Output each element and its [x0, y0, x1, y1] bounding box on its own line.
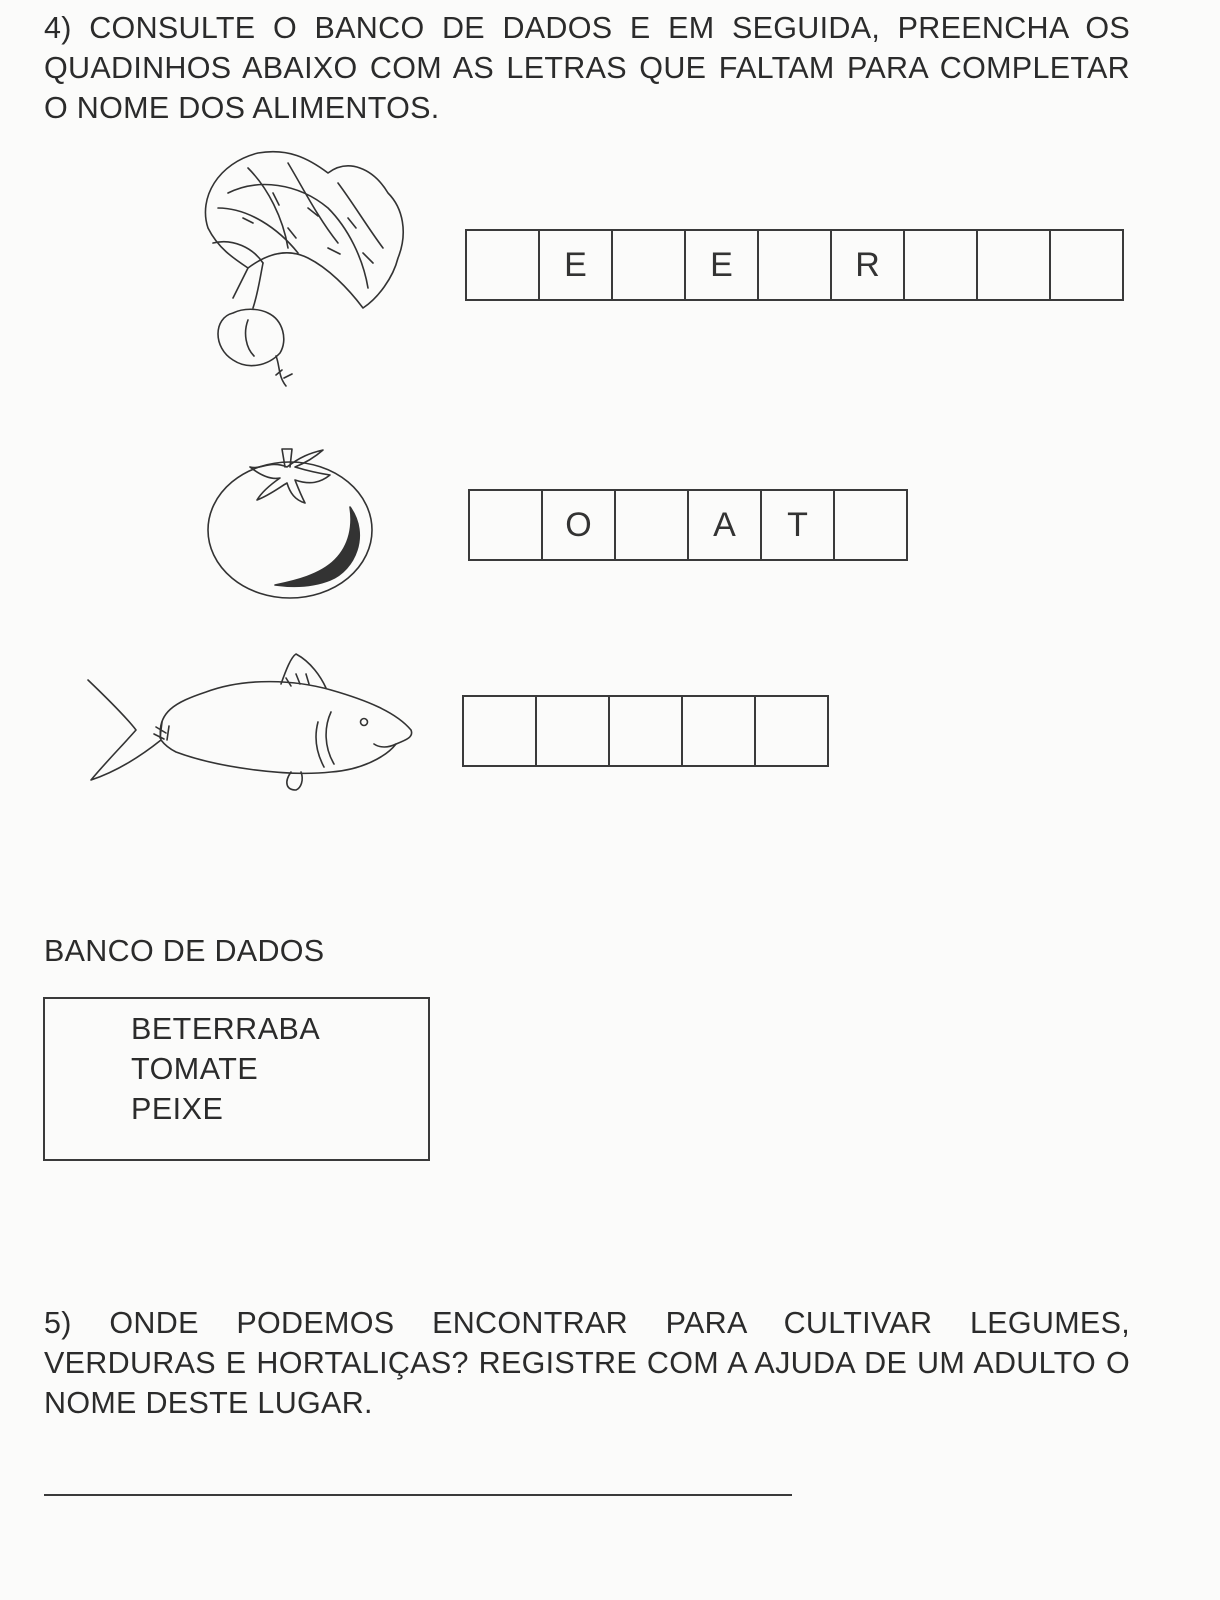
letter-box[interactable] [465, 229, 540, 301]
word-row-beterraba [465, 229, 1124, 301]
letter-box[interactable]: E [684, 229, 759, 301]
word-row-tomate [468, 489, 908, 561]
word-bank-title: BANCO DE DADOS [44, 934, 325, 968]
tomato-icon [205, 445, 380, 605]
letter-box[interactable] [976, 229, 1051, 301]
beet-icon [188, 148, 413, 393]
letter-box[interactable] [754, 695, 829, 767]
question-5-text: 5) ONDE PODEMOS ENCONTRAR PARA CULTIVAR LEGUMES, VERDURAS E HORTALIÇAS? REGISTRE COM A AJUDA DE UM ADULTO O NOME DESTE LUGAR. [44, 1306, 1130, 1420]
letter-box[interactable]: R [830, 229, 905, 301]
letter-box[interactable] [903, 229, 978, 301]
letter-box[interactable] [1049, 229, 1124, 301]
question-4-text: 4) CONSULTE O BANCO DE DADOS E EM SEGUIDA, PREENCHA OS QUADINHOS ABAIXO COM AS LETRAS QUE FALTAM PARA COMPLETAR O NOME DOS ALIMENTOS. [44, 11, 1130, 125]
word-bank-list [131, 1009, 320, 1129]
letter-box[interactable]: O [541, 489, 616, 561]
letter-box[interactable]: A [687, 489, 762, 561]
letter-box[interactable] [833, 489, 908, 561]
letter-box[interactable] [462, 695, 537, 767]
letter-box[interactable] [757, 229, 832, 301]
answer-line[interactable] [44, 1494, 792, 1496]
letter-box[interactable] [535, 695, 610, 767]
letter-box[interactable] [468, 489, 543, 561]
word-bank-item: BETERRABA [131, 1012, 321, 1046]
word-bank-item: PEIXE [131, 1092, 224, 1126]
letter-box[interactable]: E [538, 229, 613, 301]
word-row-peixe [462, 695, 829, 767]
letter-box[interactable] [681, 695, 756, 767]
letter-box[interactable]: T [760, 489, 835, 561]
word-bank-box [43, 997, 430, 1161]
letter-box[interactable] [614, 489, 689, 561]
fish-icon [86, 652, 418, 794]
letter-box[interactable] [608, 695, 683, 767]
word-bank-item: TOMATE [131, 1052, 259, 1086]
letter-box[interactable] [611, 229, 686, 301]
